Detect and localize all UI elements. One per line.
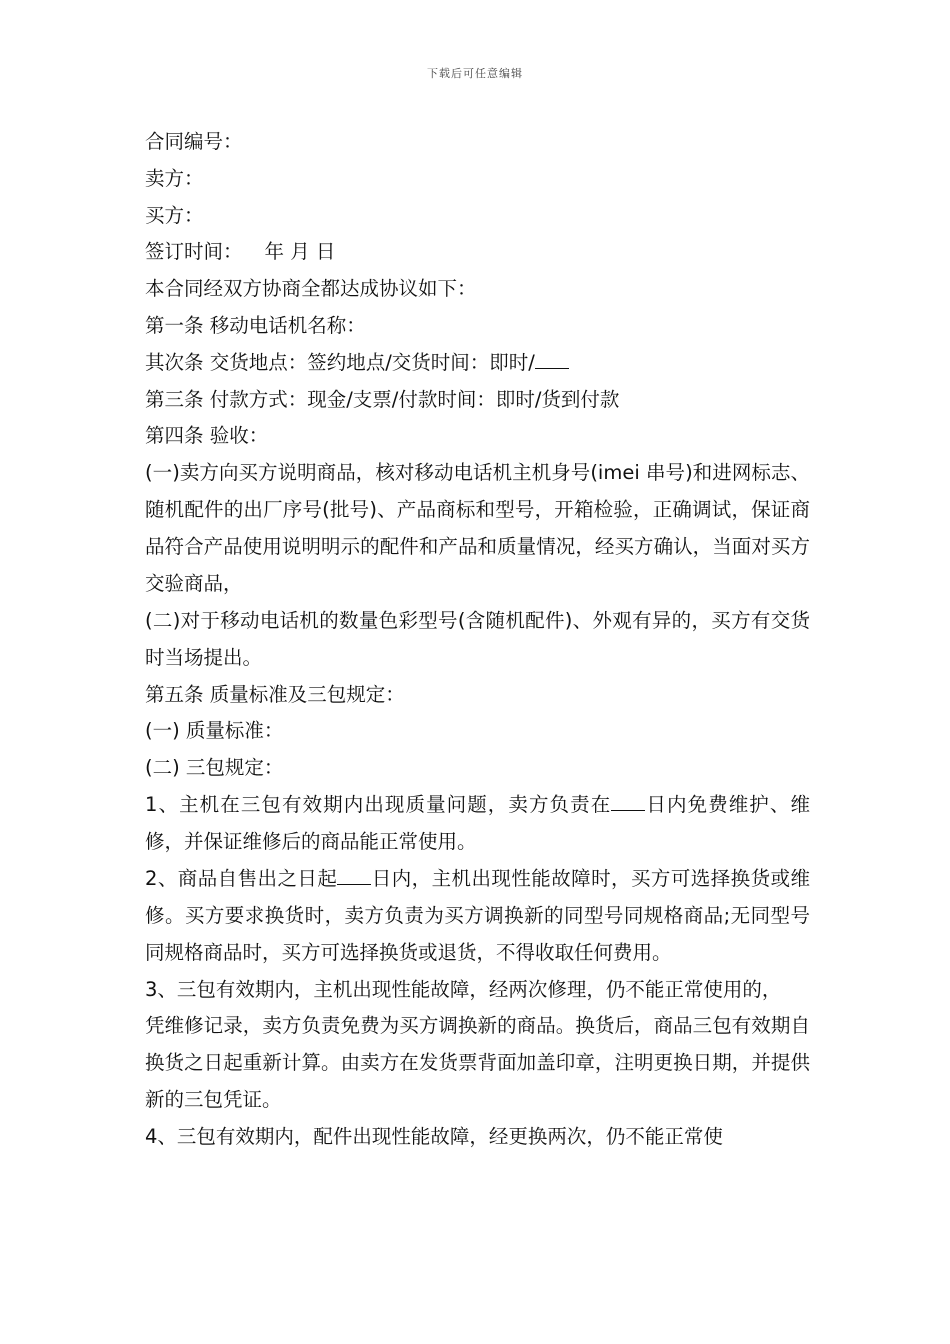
article-5-clause-1: (一) 质量标准： [145, 719, 284, 743]
blank-underline [611, 809, 645, 811]
blank-underline [535, 367, 569, 369]
sign-time-date: 年 月 日 [264, 240, 336, 264]
buyer-line: 买方： [145, 203, 204, 227]
article-1: 第一条 移动电话机名称： [145, 313, 366, 337]
warranty-item-2-text-a: 2、商品自售出之日起 [145, 866, 338, 890]
sign-time-label: 签订时间： [145, 240, 243, 264]
warranty-item-2 [145, 861, 810, 972]
blank-underline [337, 883, 371, 885]
article-4-clause-2: (二)对于移动电话机的数量色彩型号(含随机配件)、外观有异的，买方有交货时当场提出。 [145, 608, 810, 669]
warranty-item-1-text-a: 1、主机在三包有效期内出现质量问题，卖方负责在 [145, 793, 612, 816]
article-3: 第三条 付款方式：现金/支票/付款时间：即时/货到付款 [145, 387, 620, 411]
article-2 [145, 345, 810, 382]
article-5: 第五条 质量标准及三包规定： [145, 682, 405, 706]
warranty-item-4: 4、三包有效期内，配件出现性能故障，经更换两次，仍不能正常使 [145, 1125, 723, 1149]
intro-line: 本合同经双方协商全都达成协议如下： [145, 277, 477, 301]
warranty-item-1-text-b: 日内免费维护、维修，并保证维修后的商品能正常使用。 [145, 793, 810, 853]
contract-number-line: 合同编号： [145, 130, 243, 153]
contract-body [145, 124, 810, 1156]
sign-time-line [145, 234, 810, 271]
warranty-item-3-part-b: 凭维修记录，卖方负责免费为买方调换新的商品。换货后，商品三包有效期自换货之日起重新计算。由卖方在发货票背面加盖印章，注明更换日期，并提供新的三包凭证。 [145, 1014, 810, 1112]
warranty-item-1 [145, 787, 810, 861]
page-header: 下载后可任意编辑 [427, 67, 523, 80]
article-4-clause-1: (一)卖方向买方说明商品，核对移动电话机主机身号(imei 串号)和进网标志、随机配件的出厂序号(批号)、产品商标和型号，开箱检验，正确调试，保证商品符合产品使用说明明示的配件和产品和质量情况，经买方确认，当面对买方交验商品， [145, 461, 810, 595]
article-5-clause-2: (二) 三包规定： [145, 756, 284, 780]
warranty-item-3-part-a: 3、三包有效期内，主机出现性能故障，经两次修理，仍不能正常使用的， [145, 977, 782, 1001]
article-4: 第四条 验收： [145, 424, 269, 448]
seller-line: 卖方： [145, 166, 204, 190]
article-2-text: 其次条 交货地点：签约地点/交货时间：即时/ [145, 350, 535, 374]
warranty-item-2-text-b: 日内，主机出现性能故障时，买方可选择换货或维修。买方要求换货时，卖方负责为买方调换新的同型号同规格商品;无同型号同规格商品时，买方可选择换货或退货，不得收取任何费用。 [145, 866, 810, 964]
